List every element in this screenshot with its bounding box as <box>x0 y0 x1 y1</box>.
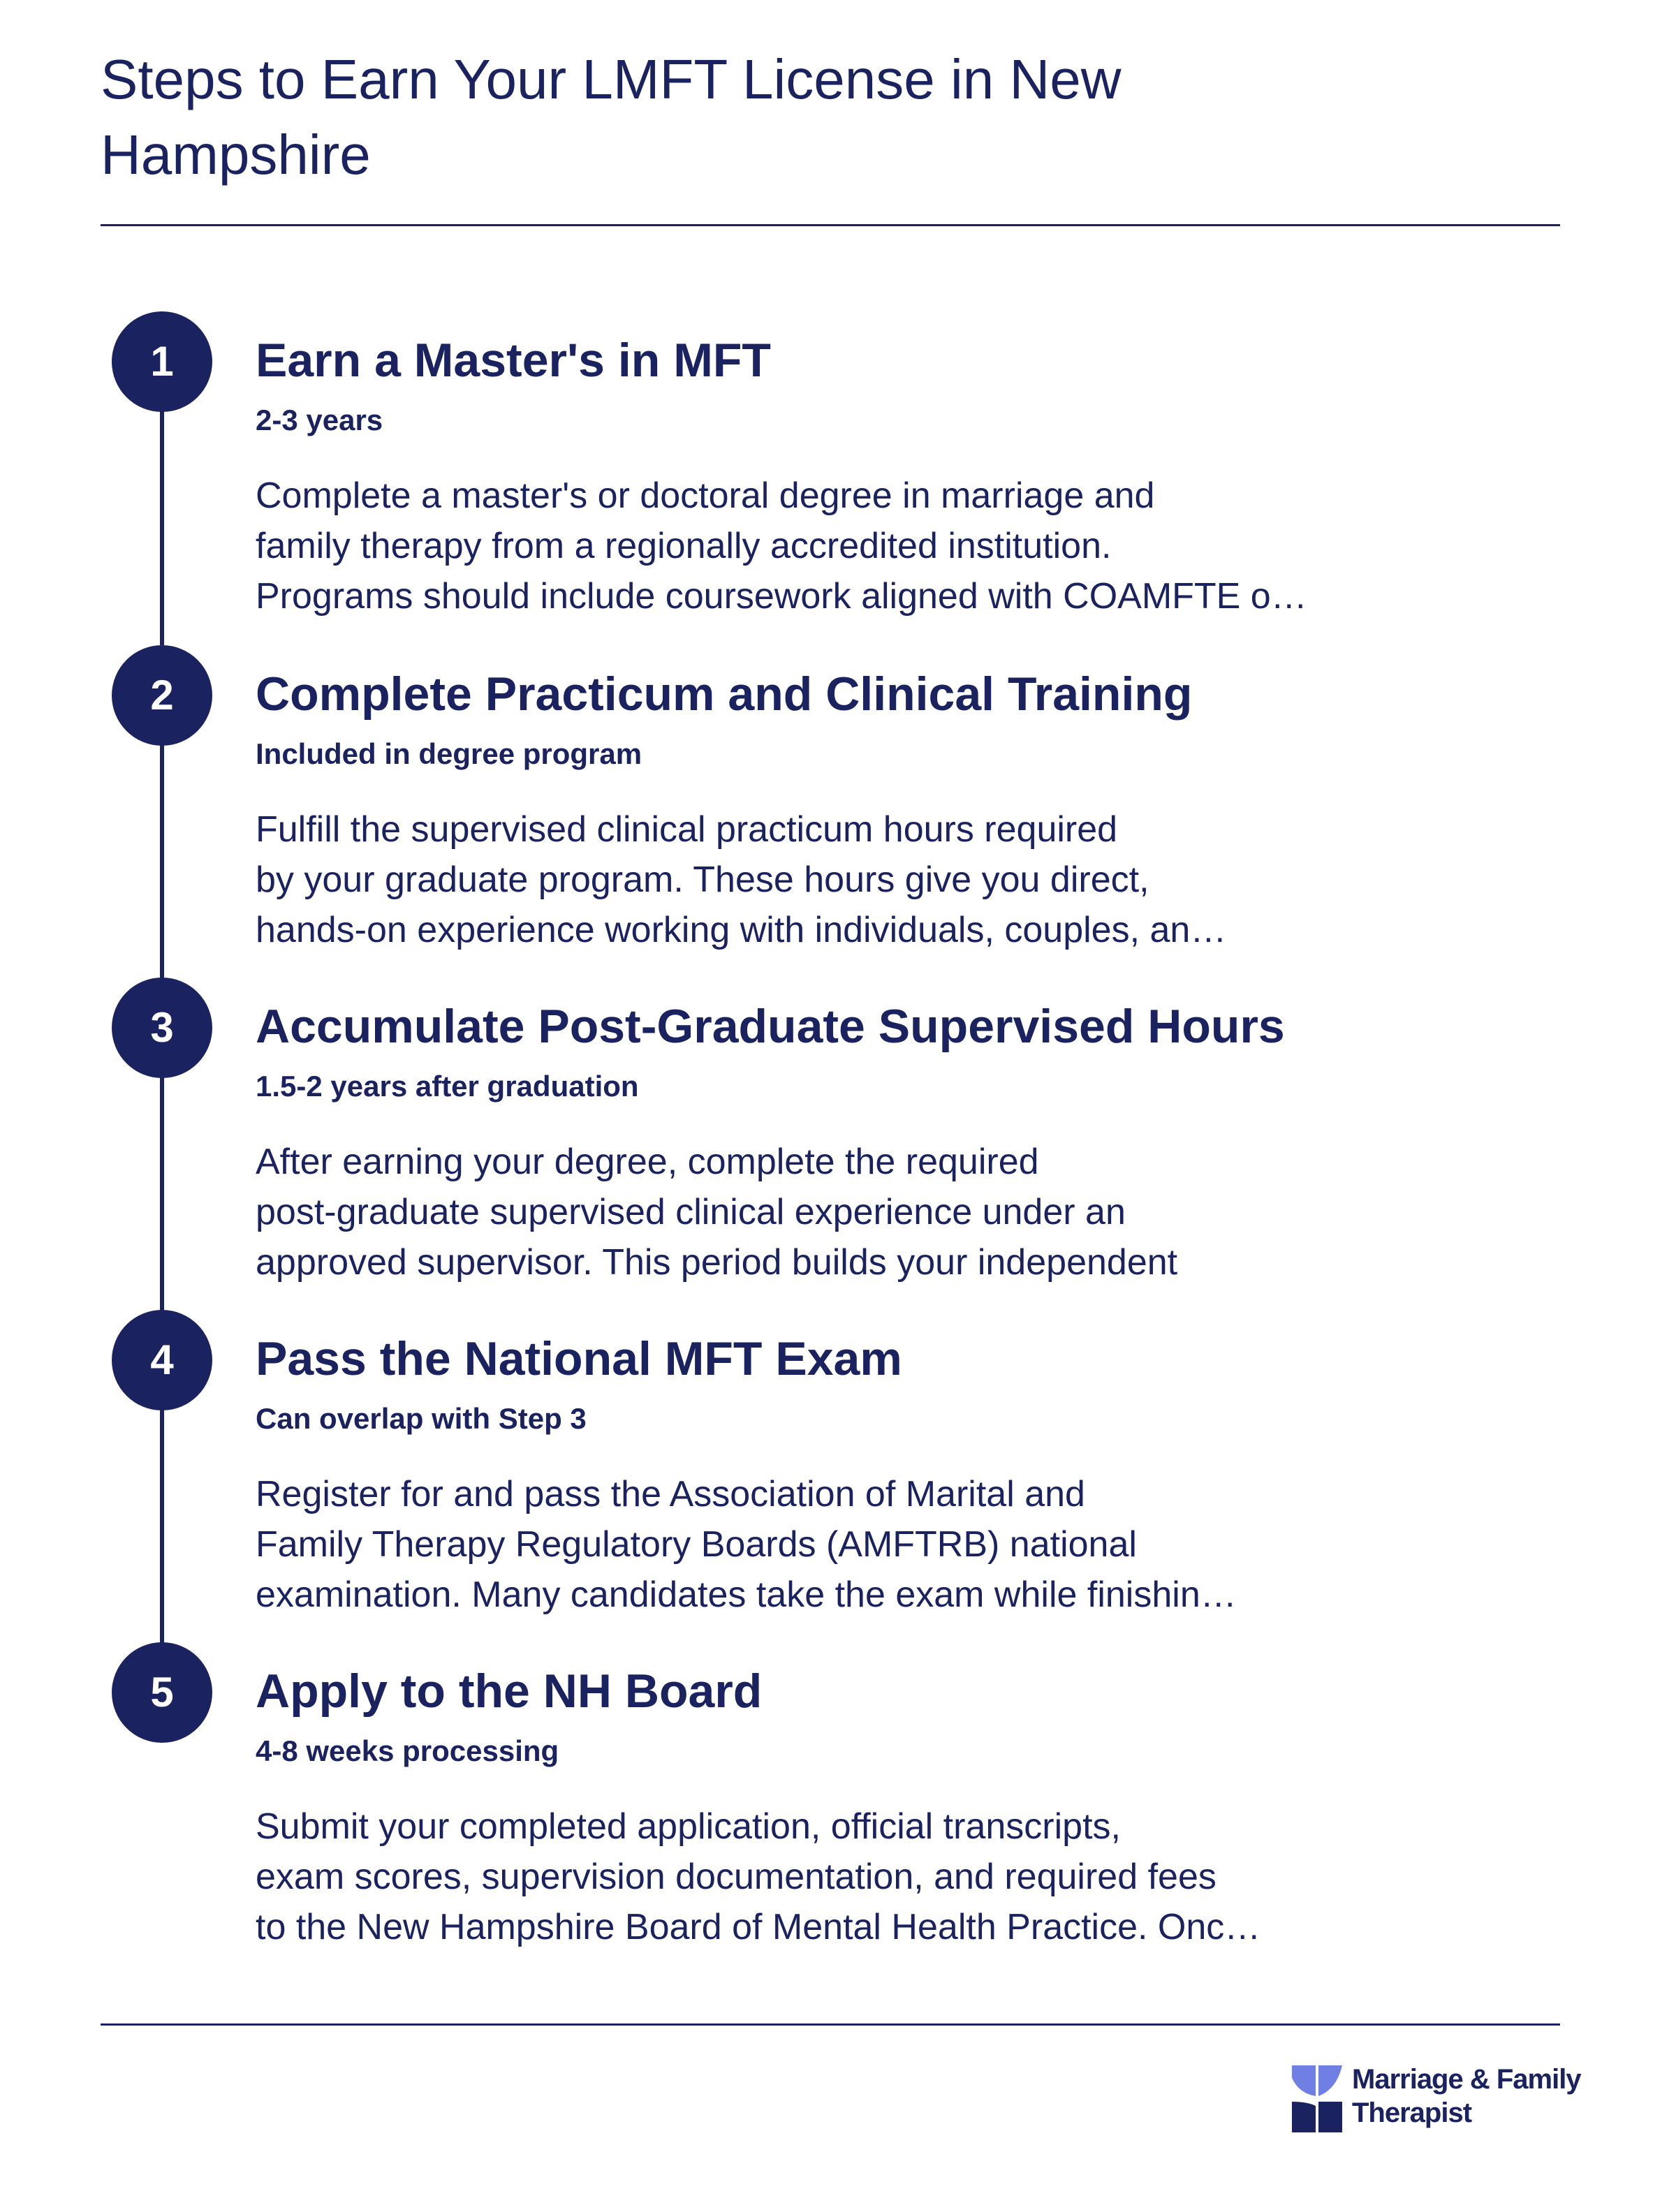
step-description <box>256 471 1408 621</box>
footer-divider <box>101 2023 1560 2026</box>
logo-mark-icon <box>1291 2064 1344 2134</box>
timeline-connector <box>160 742 164 979</box>
timeline-connector <box>160 408 164 645</box>
step-title: Pass the National MFT Exam <box>256 1332 902 1385</box>
step-description-line: After earning your degree, complete the required <box>256 1142 1039 1182</box>
step-number-badge: 5 <box>112 1642 212 1743</box>
timeline-connector <box>160 1406 164 1644</box>
logo-line-2: Therapist <box>1352 2097 1472 2128</box>
step-description-line: examination. Many candidates take the exam while finishin… <box>256 1575 1237 1615</box>
step-number-badge: 4 <box>112 1310 212 1410</box>
step-duration: 1.5-2 years after graduation <box>256 1070 639 1103</box>
step-description <box>256 1469 1408 1620</box>
step-description-line: by your graduate program. These hours give you direct, <box>256 860 1149 900</box>
timeline-connector <box>160 1074 164 1311</box>
brand-logo <box>1291 2060 1581 2144</box>
step-description-line: family therapy from a regionally accredited institution. <box>256 526 1112 566</box>
step-title: Accumulate Post-Graduate Supervised Hours <box>256 1000 1285 1053</box>
step-description-line: Family Therapy Regulatory Boards (AMFTRB) national <box>256 1524 1137 1565</box>
logo-line-1: Marriage & Family <box>1352 2064 1581 2095</box>
page-title: Steps to Earn Your LMFT License in New Hampshire <box>101 48 1122 186</box>
step-title: Earn a Master's in MFT <box>256 334 771 387</box>
step-duration: 4-8 weeks processing <box>256 1734 559 1767</box>
step-title: Complete Practicum and Clinical Training <box>256 668 1193 721</box>
step-description-line: Programs should include coursework aligned with COAMFTE o… <box>256 576 1307 617</box>
step-description-line: Complete a master's or doctoral degree in marriage and <box>256 475 1155 516</box>
step-duration: Included in degree program <box>256 737 642 770</box>
step-number-badge: 2 <box>112 645 212 746</box>
header-divider <box>101 224 1560 226</box>
step-description-line: Fulfill the supervised clinical practicum hours required <box>256 809 1118 850</box>
step-duration: 2-3 years <box>256 404 383 436</box>
step-description-line: Submit your completed application, official transcripts, <box>256 1806 1121 1847</box>
step-description-line: hands-on experience working with individuals, couples, an… <box>256 910 1227 950</box>
step-description <box>256 1801 1408 1952</box>
step-description <box>256 804 1408 955</box>
step-number-badge: 3 <box>112 978 212 1078</box>
step-description <box>256 1137 1408 1288</box>
step-duration: Can overlap with Step 3 <box>256 1402 587 1435</box>
step-description-line: post-graduate supervised clinical experience under an <box>256 1192 1126 1232</box>
step-title: Apply to the NH Board <box>256 1665 763 1718</box>
logo-wordmark <box>1352 2063 1581 2130</box>
step-description-line: approved supervisor. This period builds your independent <box>256 1242 1178 1283</box>
step-description-line: Register for and pass the Association of Marital and <box>256 1474 1085 1514</box>
step-description-line: exam scores, supervision documentation, and required fees <box>256 1857 1216 1897</box>
step-description-line: to the New Hampshire Board of Mental Health Practice. Onc… <box>256 1907 1261 1947</box>
step-number-badge: 1 <box>112 311 212 412</box>
